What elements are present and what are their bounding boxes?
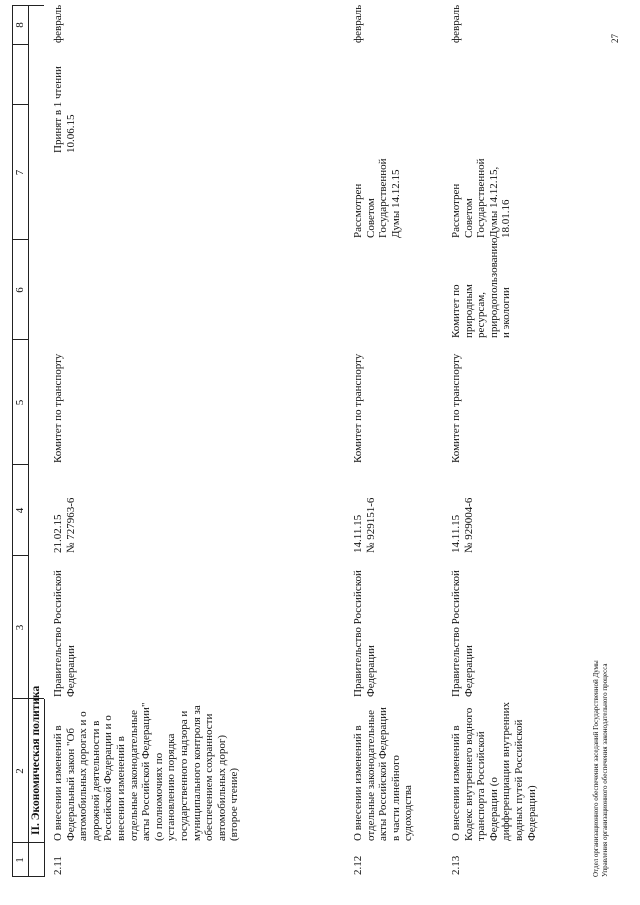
row-2-13-co-committee: Комитет по природным ресурсам, природопользованию и экологии (450, 237, 513, 338)
row-2-11-number: 2.11 (52, 856, 64, 875)
row-2-12-month: февраль (352, 4, 364, 43)
header-bottom-border (28, 5, 29, 877)
row-2-12-initiator: Правительство Российской Федерации (352, 570, 377, 697)
row-2-13-initiator: Правительство Российской Федерации (450, 570, 475, 697)
row-2-12-committee: Комитет по транспорту (352, 353, 364, 463)
row-2-13-number: 2.13 (450, 855, 462, 875)
header-col-1: 1 (14, 857, 26, 863)
row-2-11-title: О внесении изменений в Федеральный закон "Об автомобильных дорогах и о дорожной деятельности в Российской Федерации и о внесении изменений в отдельные законодательные акты Российской Федерации" (о полномочиях по установлению порядка государственного надзора и муниципального контроля за обеспечением сохранности автомобильных дорог) (второе чтение) (52, 702, 241, 841)
header-col-4: 4 (14, 507, 26, 514)
row-2-12-date-reg: 14.11.15 № 929151-6 (352, 497, 377, 553)
header-col-8: 8 (14, 22, 26, 28)
footer-department: Отдел организационного обеспечения заседаний Государственной Думы Управления организационного обеспечения законодательного процесса (592, 660, 609, 877)
row-2-11-month: февраль (52, 4, 64, 43)
section-title: II. Экономическая политика (30, 685, 42, 835)
row-2-11-committee: Комитет по транспорту (52, 353, 64, 463)
table-top-border (12, 5, 13, 877)
row-2-13-date-reg: 14.11.15 № 929004-6 (450, 497, 475, 553)
header-col-3: 3 (14, 624, 26, 631)
section-bottom-border (44, 699, 45, 877)
row-2-12-title: О внесении изменений в отдельные законодательные акты Российской Федерации в части линейного судоходства (352, 707, 415, 841)
row-2-11-initiator: Правительство Российской Федерации (52, 570, 77, 697)
row-2-13-status: Рассмотрен Советом Государственной Думы 14.12.15, 18.01.16 (450, 158, 513, 238)
row-2-11-date-reg: 21.02.15 № 727963-6 (52, 497, 77, 553)
header-col-6: 6 (14, 287, 26, 293)
header-col-7: 7 (14, 169, 26, 176)
row-2-13-month: февраль (450, 4, 462, 43)
row-2-13-title: О внесении изменений в Кодекс внутреннего водного транспорта Российской Федерации (о дифференциации внутренних водных путей Российской Федерации) (450, 702, 538, 841)
row-2-11-status: Принят в 1 чтении 10.06.15 (52, 66, 77, 153)
row-2-12-status: Рассмотрен Советом Государственной Думы 14.12.15 (352, 158, 402, 238)
row-2-13-committee: Комитет по транспорту (450, 353, 462, 463)
page-number: 27 (610, 34, 620, 43)
header-col-5: 5 (14, 399, 26, 406)
header-col-2: 2 (14, 768, 26, 774)
row-2-12-number: 2.12 (352, 855, 364, 875)
